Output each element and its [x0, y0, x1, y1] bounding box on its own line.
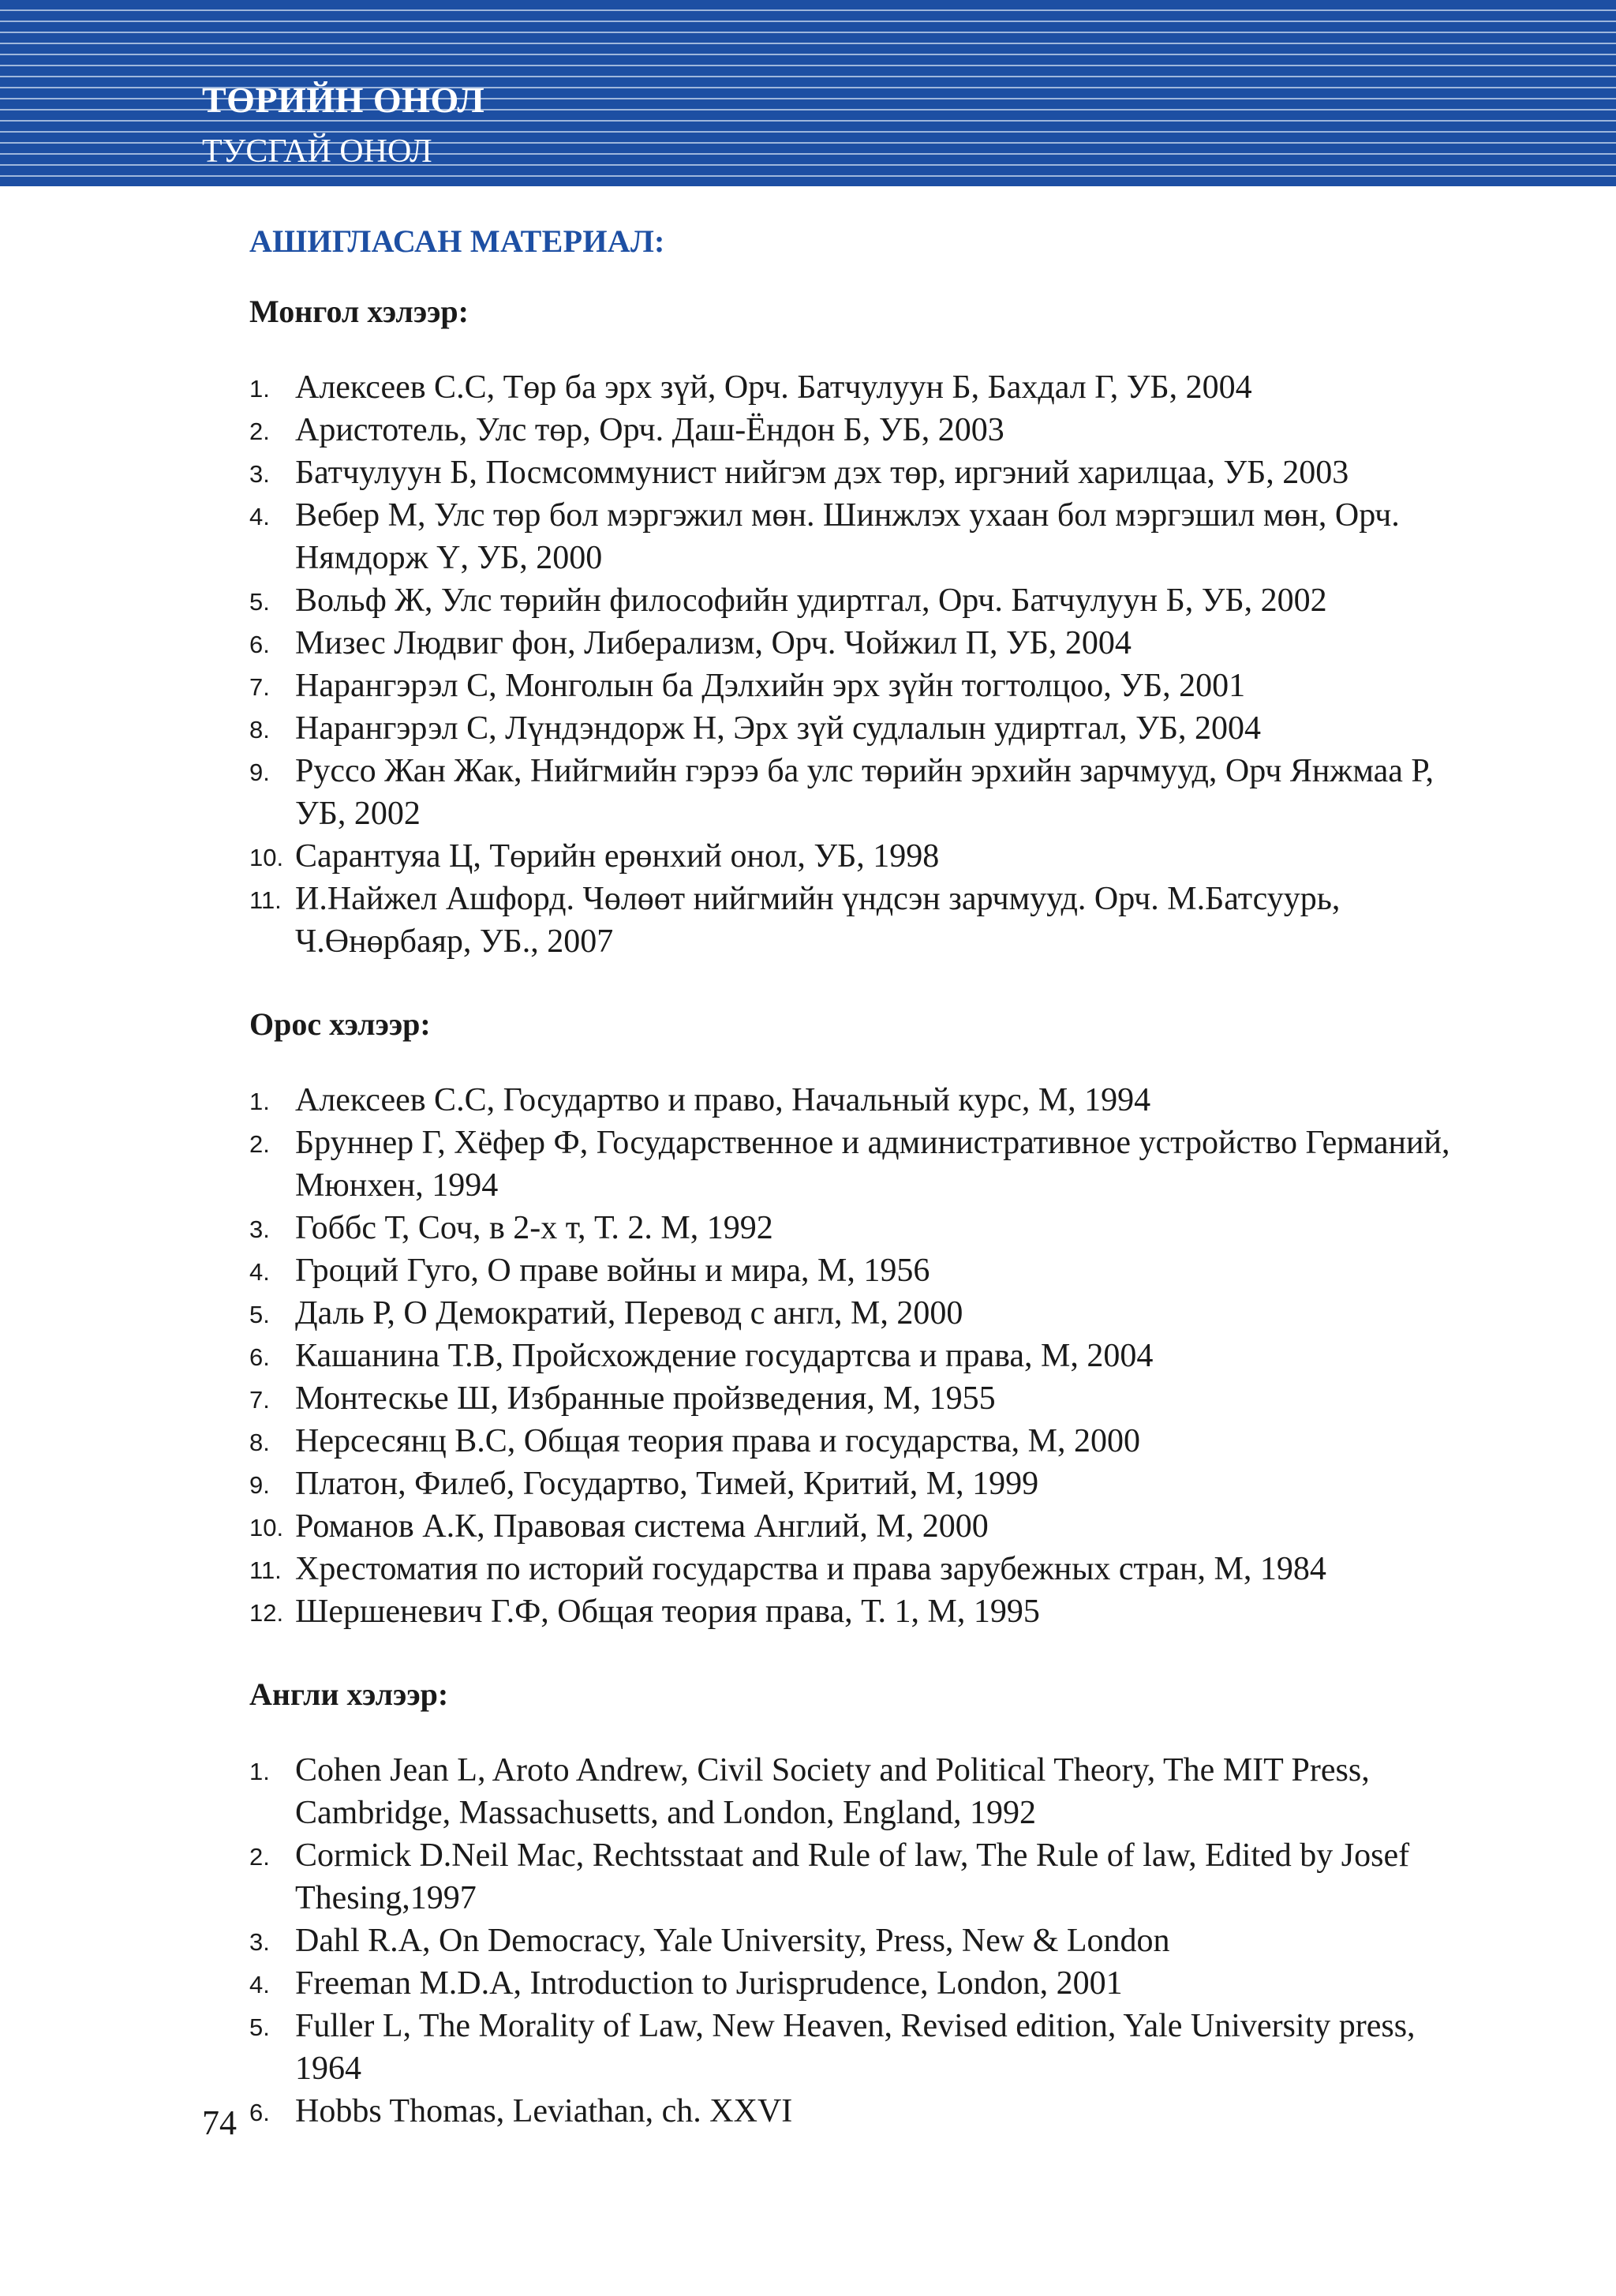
reference-item — [249, 1834, 1480, 1920]
reference-number: 2. — [249, 418, 270, 445]
reference-text: Нарангэрэл С, Монголын ба Дэлхийн эрх зүйн тогтолцоо, УБ, 2001 — [295, 668, 1246, 704]
reference-list — [249, 1749, 1480, 2133]
reference-item — [249, 1590, 1480, 1633]
reference-text: Кашанина Т.В, Пройсхождение государтсва и права, М, 2004 — [295, 1338, 1154, 1374]
language-heading: Монгол хэлээр: — [249, 294, 469, 329]
reference-item — [249, 2090, 1480, 2133]
reference-number: 10. — [249, 844, 284, 871]
reference-number: 3. — [249, 1928, 270, 1956]
reference-text: Вольф Ж, Улс төрийн философийн удиртгал, Орч. Батчулуун Б, УБ, 2002 — [295, 582, 1327, 619]
reference-text: Гроций Гуго, О праве войны и мира, М, 1956 — [295, 1253, 930, 1289]
reference-item — [249, 665, 1480, 707]
reference-number: 2. — [249, 1843, 270, 1871]
reference-item — [249, 1920, 1480, 1962]
reference-text: Аристотель, Улс төр, Орч. Даш-Ёндон Б, УБ, 2003 — [295, 412, 1004, 448]
reference-item — [249, 1122, 1480, 1207]
reference-item — [249, 1463, 1480, 1505]
reference-number: 6. — [249, 2099, 270, 2126]
reference-text: Мизес Людвиг фон, Либерализм, Орч. Чойжил П, УБ, 2004 — [295, 625, 1132, 661]
reference-item — [249, 1420, 1480, 1463]
reference-item — [249, 1962, 1480, 2005]
reference-item — [249, 451, 1480, 494]
reference-number: 7. — [249, 1386, 270, 1414]
reference-text: Вебер М, Улс төр бол мэргэжил мөн. Шинжлэх ухаан бол мэргэшил мөн, Орч. Нямдорж Ү, УБ, 2000 — [295, 497, 1400, 576]
reference-item — [249, 1548, 1480, 1590]
reference-text: Нерсесянц В.С, Общая теория права и государства, М, 2000 — [295, 1423, 1140, 1459]
reference-number: 5. — [249, 588, 270, 616]
reference-number: 9. — [249, 758, 270, 786]
reference-number: 1. — [249, 1758, 270, 1785]
reference-number: 8. — [249, 716, 270, 743]
reference-item — [249, 707, 1480, 750]
reference-item — [249, 366, 1480, 409]
reference-sections — [249, 293, 1480, 2133]
reference-item — [249, 494, 1480, 579]
reference-text: Dahl R.A, On Democracy, Yale University, Press, New & London — [295, 1923, 1170, 1959]
reference-item — [249, 1377, 1480, 1420]
reference-number: 8. — [249, 1429, 270, 1456]
reference-item — [249, 750, 1480, 835]
reference-text: Шершеневич Г.Ф, Общая теория права, Т. 1, М, 1995 — [295, 1594, 1040, 1630]
reference-item — [249, 1249, 1480, 1292]
reference-number: 4. — [249, 1258, 270, 1286]
reference-number: 6. — [249, 1343, 270, 1371]
reference-number: 1. — [249, 375, 270, 403]
language-heading: Орос хэлээр: — [249, 1006, 431, 1042]
reference-item — [249, 835, 1480, 878]
reference-number: 9. — [249, 1471, 270, 1499]
reference-item — [249, 579, 1480, 622]
reference-text: Гоббс Т, Соч, в 2-х т, Т. 2. М, 1992 — [295, 1210, 773, 1246]
page-number: 74 — [202, 2103, 237, 2142]
reference-item — [249, 409, 1480, 451]
reference-item — [249, 2005, 1480, 2090]
reference-text: Нарангэрэл С, Лүндэндорж Н, Эрх зүй судлалын удиртгал, УБ, 2004 — [295, 710, 1262, 747]
language-heading: Англи хэлээр: — [249, 1676, 449, 1712]
reference-item — [249, 1079, 1480, 1122]
reference-number: 4. — [249, 503, 270, 530]
reference-item — [249, 1335, 1480, 1377]
reference-text: Монтескье Ш, Избранные пройзведения, М, 1955 — [295, 1380, 996, 1417]
reference-number: 4. — [249, 1971, 270, 1998]
reference-item — [249, 1505, 1480, 1548]
reference-list — [249, 1079, 1480, 1633]
reference-text: Cohen Jean L, Aroto Andrew, Civil Society and Political Theory, The MIT Press, Cambridge, Massachusetts, and London, England, 1992 — [295, 1752, 1370, 1831]
reference-text: Бруннер Г, Хёфер Ф, Государственное и административное устройство Германий, Мюнхен, 1994 — [295, 1125, 1450, 1204]
reference-text: Романов А.К, Правовая система Англий, М, 2000 — [295, 1508, 989, 1545]
reference-text: Платон, Филеб, Государтво, Тимей, Критий, М, 1999 — [295, 1466, 1039, 1502]
reference-item — [249, 1292, 1480, 1335]
reference-number: 3. — [249, 460, 270, 488]
reference-text: Fuller L, The Morality of Law, New Heaven, Revised edition, Yale University press, 1964 — [295, 2008, 1416, 2087]
reference-number: 6. — [249, 631, 270, 658]
reference-number: 11. — [249, 886, 282, 914]
page-header-band — [0, 0, 1616, 186]
reference-text: Freeman M.D.A, Introduction to Jurisprudence, London, 2001 — [295, 1965, 1123, 2002]
reference-number: 3. — [249, 1215, 270, 1243]
reference-item — [249, 1207, 1480, 1249]
reference-text: И.Найжел Ашфорд. Чөлөөт нийгмийн үндсэн зарчмууд. Орч. М.Батсуурь, Ч.Өнөрбаяр, УБ., 2007 — [295, 881, 1341, 960]
reference-text: Hobbs Thomas, Leviathan, ch. XXVI — [295, 2093, 793, 2129]
reference-list — [249, 366, 1480, 963]
header-subtitle: ТУСГАЙ ОНОЛ — [202, 133, 432, 170]
header-title: ТӨРИЙН ОНОЛ — [202, 80, 485, 120]
reference-text: Cormick D.Neil Mac, Rechtsstaat and Rule of law, The Rule of law, Edited by Josef Thesing,1997 — [295, 1837, 1410, 1916]
reference-text: Алексеев С.С, Төр ба эрх зүй, Орч. Батчулуун Б, Бахдал Г, УБ, 2004 — [295, 369, 1252, 406]
reference-text: Хрестоматия по историй государства и права зарубежных стран, М, 1984 — [295, 1551, 1326, 1587]
reference-number: 10. — [249, 1514, 284, 1541]
reference-number: 5. — [249, 2013, 270, 2041]
reference-number: 2. — [249, 1130, 270, 1158]
reference-text: Даль Р, О Демократий, Перевод с англ, М, 2000 — [295, 1295, 963, 1332]
reference-item — [249, 622, 1480, 665]
reference-number: 7. — [249, 673, 270, 701]
section-title: АШИГЛАСАН МАТЕРИАЛ: — [249, 223, 665, 259]
reference-text: Сарантуяа Ц, Төрийн ерөнхий онол, УБ, 1998 — [295, 838, 940, 875]
reference-text: Батчулуун Б, Посмсоммунист нийгэм дэх төр, иргэний харилцаа, УБ, 2003 — [295, 455, 1349, 491]
reference-number: 5. — [249, 1301, 270, 1328]
reference-text: Руссо Жан Жак, Нийгмийн гэрээ ба улс төрийн эрхийн зарчмууд, Орч Янжмаа Р, УБ, 2002 — [295, 753, 1435, 832]
reference-text: Алексеев С.С, Государтво и право, Начальный курс, М, 1994 — [295, 1082, 1151, 1118]
reference-number: 1. — [249, 1088, 270, 1115]
reference-item — [249, 1749, 1480, 1834]
reference-item — [249, 878, 1480, 963]
reference-number: 11. — [249, 1556, 282, 1584]
references-content — [249, 223, 1480, 2175]
reference-number: 12. — [249, 1599, 284, 1627]
